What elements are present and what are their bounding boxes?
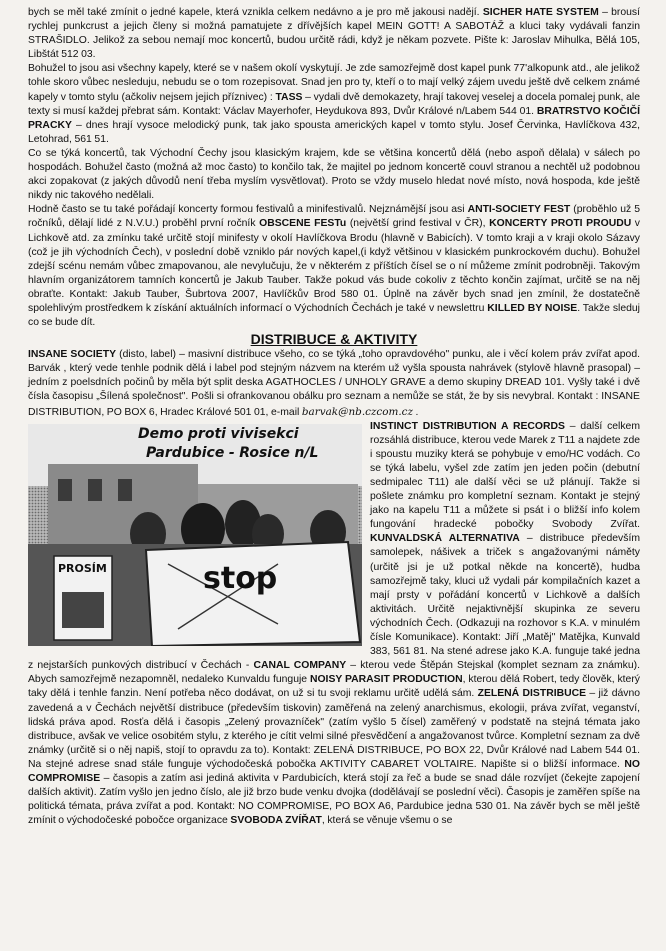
bold-term: KUNVALDSKÁ ALTERNATIVA [370, 533, 520, 545]
text-run: – další celkem rozsáhlá distribuce, kterou vede Marek z T11 a najdete zde i spoustu muziky která se pohybuje v emo/HC vodách. Co se týká labelu, vyšel zde zatím jen jeden počin (debutní sedmipalec T11) ale další věci se už plánují. Takže si pošlete známku pro kompletní seznam. Kontakt je stejný jako na kapelu T11 a můžete si psát i o bližší info kolem fungování hradecké pobočky Svobody Zvířat. [370, 420, 640, 531]
bold-term: NOISY PARASIT PRODUCTION [309, 674, 463, 686]
banner-text: stop [203, 560, 278, 596]
bold-term: KONCERTY PROTI PROUDU [489, 218, 632, 230]
distribution-paragraph [28, 420, 640, 829]
text-run: – dnes hrají vysoce melodický punk, tak jako spousta amerických kapel v tomto stylu. Josef Červinka, Havlíčkova 432, Letohrad, 561 51. [28, 119, 640, 145]
text-run: (proběhlo už 5 ročníků, dělají lidé z N.V.U.) proběhl první ročník [28, 204, 640, 230]
bold-term: NO COMPROMISE [28, 758, 640, 784]
section-heading: DISTRIBUCE & AKTIVITY [250, 331, 418, 348]
festivals-paragraph [28, 203, 640, 330]
bold-term: OBSCENE FESTu [259, 218, 347, 230]
text-run: – vydali dvě demokazety, hrají takovej veselej a docela pomalej punk, ale texty si musí každej přebrat sám. Kontakt: Václav Mayerhofer, Heydukova 893, Dvůr Králové n/Labem 544 01. [28, 91, 640, 117]
bold-term: INSTINCT DISTRIBUTION A RECORDS [370, 420, 565, 432]
sign-text: PROSÍM [58, 561, 107, 575]
fanzine-page [28, 6, 640, 828]
text-run: – kterou vede Štěpán Stejskal (komplet seznam za známku). Abych samozřejmě nezapomněl, nedaleko Kunvaldu funguje [28, 660, 640, 686]
text-run: – brousí rychlej punkcrust a jejich členy si možná pamatujete z dřívějších kapel MEIN GOTT! A SABOTÁŽ a kluci taky vydávali fanzin STRAŠIDLO. Jelikož za sebou nemají moc koncertů, budou určitě rádi, když je někam pozvete. Pište k: Jaroslav Mihulka, Bělá 105, Libštát 512 03. [28, 7, 640, 61]
photo-caption-1: Demo proti vivisekci [138, 425, 299, 442]
text-run: – již dávno zavedená a v Čechách největší distribuce (především tiskovin) zaměřená na zelený anarchismus, ekologii, práva zvířat, veganství, lidská práva apod. Rosťa dělá i časopis „Zelený provazníček" (zatím vyšlo 5 čísel) zaměřený v podstatě na stejná témata jako distribuce, avšak ve velice osobitém stylu, z kterého je cítit velmi silné přesvědčení a angažovanost tvůrce. Kompletní seznam za dvě známky (určitě si o něj napiš, stojí to opravdu za to). Kontakt: ZELENÁ DISTRIBUCE, PO BOX 22, Dvůr Králové nad Labem 544 01. Na stejné adrese snad stále funguje východočeská pobočka AKTIVITY CABARET VOLTAIRE. Napište si o bližší informace. [28, 688, 640, 770]
insane-society-paragraph [28, 348, 640, 419]
bold-term: SICHER HATE SYSTEM [482, 7, 599, 18]
text-run: , která se věnuje všemu o se [321, 815, 453, 827]
demo-photo [28, 424, 362, 646]
intro-paragraph [28, 6, 640, 62]
text-run: , kterou dělá Robert, tedy člověk, který taky dělá i tenhle fanzin. Není potřeba něco dodávat, on už si tu svoji reklamu určitě udělá sám. [28, 674, 640, 700]
text-run: – časopis a zatím asi jediná aktivita v Pardubicích, která stojí za řeč a bude se snad dále rozvíjet (čekejte zapojení dalších aktivit). Zatím vyšlo jen jedno číslo, ale již brzo bude venku dvojka (dodělávají se poslední věci). Časopis je zaměřen spíše na politická témata, práva zvířat a pod. Kontakt: NO COMPROMISE, PO BOX A6, Pardubice jedna 530 01. Na závěr bych se měl ještě zmínit o východočeské pobočce organizace [28, 772, 640, 827]
text-run: Bohužel to jsou asi všechny kapely, které se v našem okolí vyskytují. Je zde samozřejmě dost kapel punk 77'alkopunk atd., ale jelikož tohle skoro vůbec nesleduju, nebudu se o tom rozepisovat. Snad jen pro ty, kteří o to mají velký zájem uvedu ještě dvě celkem známé kapely v tomto stylu (ačkoliv nejsem jejich příznivec) : [28, 63, 640, 103]
text-run: (disto, label) – masivní distribuce všeho, co se týká „toho opravdového" punku, ale i věcí kolem práv zvířat apod. Barvák , který vede tenhle podnik dělá i label pod stejným názvem na kterém už vyšla spousta nahrávek (stylově hlavně prasopal) – jedním z poelsdních počinů by měla být split deska AGATHOCLES / UNHOLY GRAVE a demo skupiny DREAD 101. Vyšly také i dvě čísla časopisu „Šílená společnost". Pošli si ofrankovanou obálku pro seznam a nemůže se stát, že by sis nevybral. Kontakt : INSANE DISTRIBUTION, PO BOX 6, Hradec Králové 501 01, e-mail [28, 349, 640, 418]
bold-term: KILLED BY NOISE [487, 302, 578, 314]
bold-term: INSANE SOCIETY [28, 349, 116, 361]
text-run: Hodně často se tu také pořádají koncerty formou festivalů a minifestivalů. Nejznámější jsou asi [28, 204, 468, 216]
bold-term: ZELENÁ DISTRIBUCE [477, 688, 587, 700]
text-run: . [412, 406, 419, 418]
bold-term: TASS [275, 91, 303, 103]
text-run: v Lichkově atd. za zmínku také určitě stojí minifesty v okolí Havlíčkova Brodu (hlavně v Babicích). V tomto kraji a v kraji okolo Sázavy (což je jih východních Čech), v poslední době vzniklo pár nových kapel,(i když většinou v klasickém punkrockovém duchu). Bohužel zdejší scénu nemám vůbec zmapovanou, ale nevylučuju, že v některém z příštích čísel se o ní můžeme zmínit podrobněji. Takovým hlavním organizátorem tamních koncertů je Jakub Tauber. Takže pokud vás bude cokoliv z těchto končin zajímat, určitě se na něj obraťte. Kontakt: Jakub Tauber, Šubrtova 2007, Havlíčkův Brod 580 01. Úplně na závěr bych snad jen zmínil, že dostatečně spolehlivým prostředkem k získání aktuálních informací o Východních Čechách je také v newslettru [28, 218, 640, 314]
email-text: barvak@nb.czcom.cz [301, 405, 413, 418]
photo-caption-2: Pardubice - Rosice n/L [146, 444, 319, 461]
bold-term: ANTI-SOCIETY FEST [467, 204, 571, 216]
concerts-paragraph [28, 147, 640, 203]
bold-term: BRATRSTVO KOČIČÍ PRACKY [28, 105, 640, 131]
text-run: bych se měl také zmínit o jedné kapele, která vznikla celkem nedávno a je pro mě jakousi nadějí. [28, 7, 483, 18]
distribution-block [28, 420, 640, 829]
bold-term: SVOBODA ZVÍŘAT [230, 815, 322, 827]
text-run: (největší grind festival v ČR), [346, 218, 490, 230]
text-run: – distribuce především samolepek, nášivek a triček s angažovanými náměty (určitě jsi je už potkal někde na koncertě), hudba samozřejmě taky, kluci už vydali pár kompilačních kazet a mají prsty v pořádání koncertů v Lichkově a dalších aktivitách. Určitě nejaktivnější skupinka ze severu východních Čech. (Odkazuji na rozhovor s K.A. v minulém čísle Komunikace). Kontakt: Jiří „Matěj" Matějka, Kunvald 383, 561 81. Na stené adrese jako K.A. funguje také jedna z nejstarších punkových distribucí v Čechách - [28, 533, 640, 672]
text-run: Co se týká koncertů, tak Východní Čechy jsou klasickým krajem, kde se většina koncertů dělá (nebo aspoň dělala) v sálech po hospodách. Bohužel často (možná až moc často) to končilo tak, že majitel po jednom koncertě couvl stranou a nechtěl už podobnou akci zopakovat (z jakých důvodů není třeba myslím vysvětlovat). Proto se vždy muselo hledat nové místo, nová hospoda, kde ještě nikdy nic takového nedělali. [28, 147, 640, 202]
bands-paragraph [28, 62, 640, 147]
bold-term: CANAL COMPANY [253, 660, 347, 672]
text-run: . Takže sleduj co se bude dít. [28, 302, 640, 329]
